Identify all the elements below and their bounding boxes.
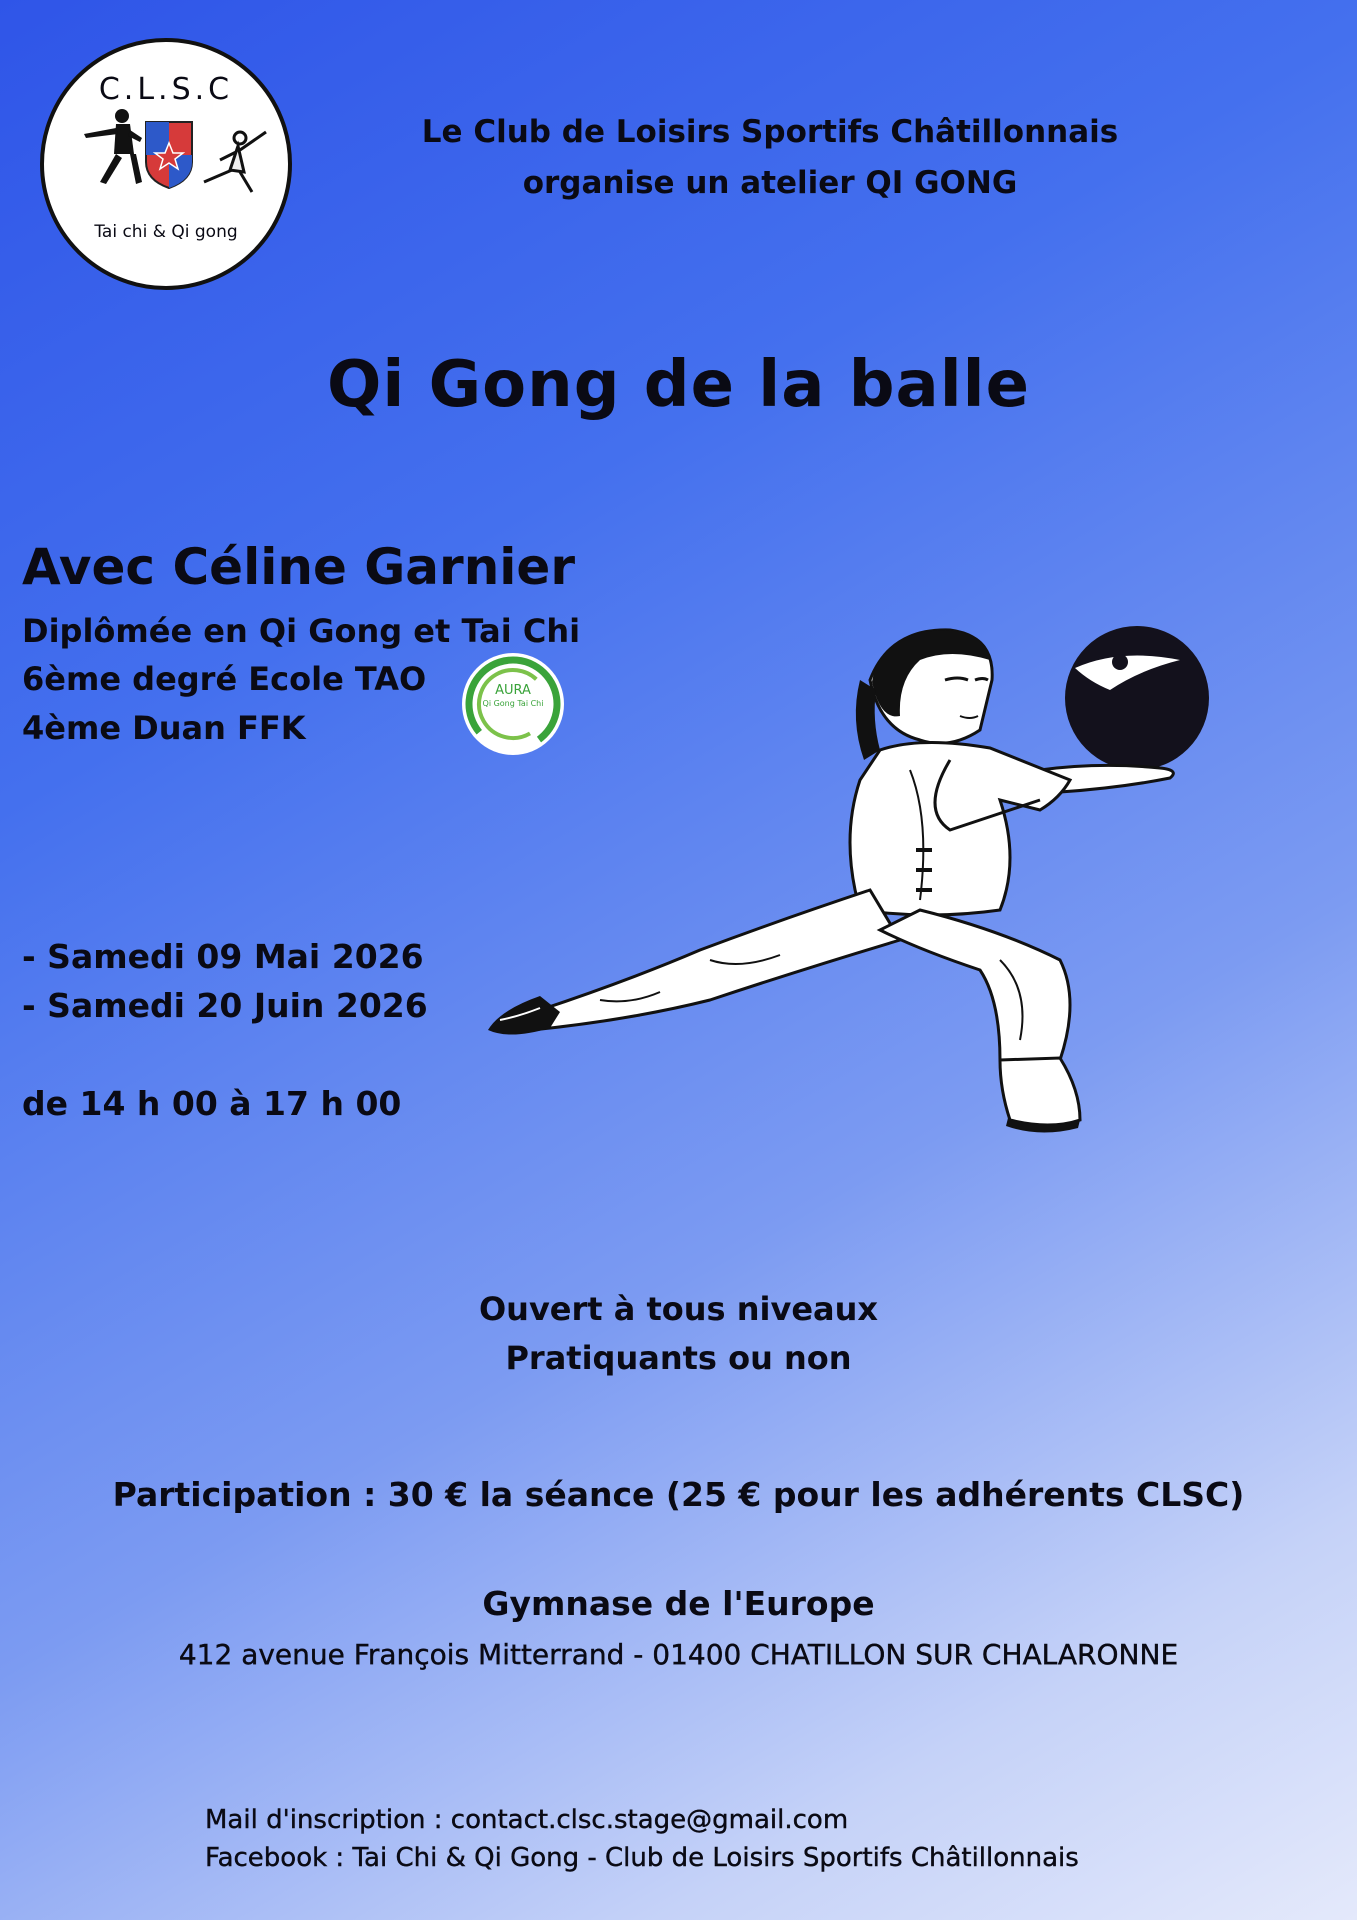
- credential-3: 4ème Duan FFK: [22, 709, 306, 747]
- logo-subtitle: Tai chi & Qi gong: [94, 222, 238, 242]
- hours: de 14 h 00 à 17 h 00: [22, 1084, 402, 1123]
- logo-title: C.L.S.C: [98, 72, 234, 107]
- tai-chi-figure-right: [204, 132, 266, 192]
- footer-mail[interactable]: Mail d'inscription : contact.clsc.stage@gmail.com: [205, 1805, 849, 1835]
- head: [856, 630, 992, 760]
- footer-facebook[interactable]: Facebook : Tai Chi & Qi Gong - Club de Loisirs Sportifs Châtillonnais: [205, 1843, 1079, 1873]
- open-line-2: Pratiquants ou non: [505, 1339, 852, 1377]
- aura-name: AURA: [495, 683, 531, 698]
- credential-1: Diplômée en Qi Gong et Tai Chi: [22, 612, 581, 650]
- header-line-1: Le Club de Loisirs Sportifs Châtillonnais: [421, 114, 1119, 150]
- tai-chi-figure-left: [84, 109, 142, 184]
- qi-gong-ball-figure-illustration: [480, 620, 1220, 1240]
- date-1: - Samedi 09 Mai 2026: [22, 937, 424, 976]
- venue-address: 412 avenue François Mitterrand - 01400 CHATILLON SUR CHALARONNE: [178, 1638, 1179, 1671]
- aura-sub: Qi Gong Tai Chi: [482, 699, 544, 708]
- teacher-name: Avec Céline Garnier: [22, 538, 576, 596]
- date-2: - Samedi 20 Juin 2026: [22, 986, 428, 1025]
- open-line-1: Ouvert à tous niveaux: [478, 1290, 879, 1328]
- venue-name: Gymnase de l'Europe: [482, 1584, 875, 1623]
- shield-icon: [146, 122, 192, 188]
- credential-2: 6ème degré Ecole TAO: [22, 660, 427, 698]
- ball-icon: [1065, 626, 1209, 770]
- page-title: Qi Gong de la balle: [327, 348, 1030, 422]
- price-text: Participation : 30 € la séance (25 € pour les adhérents CLSC): [112, 1475, 1245, 1514]
- clsc-logo: [40, 38, 292, 290]
- header-line-2: organise un atelier QI GONG: [522, 165, 1018, 201]
